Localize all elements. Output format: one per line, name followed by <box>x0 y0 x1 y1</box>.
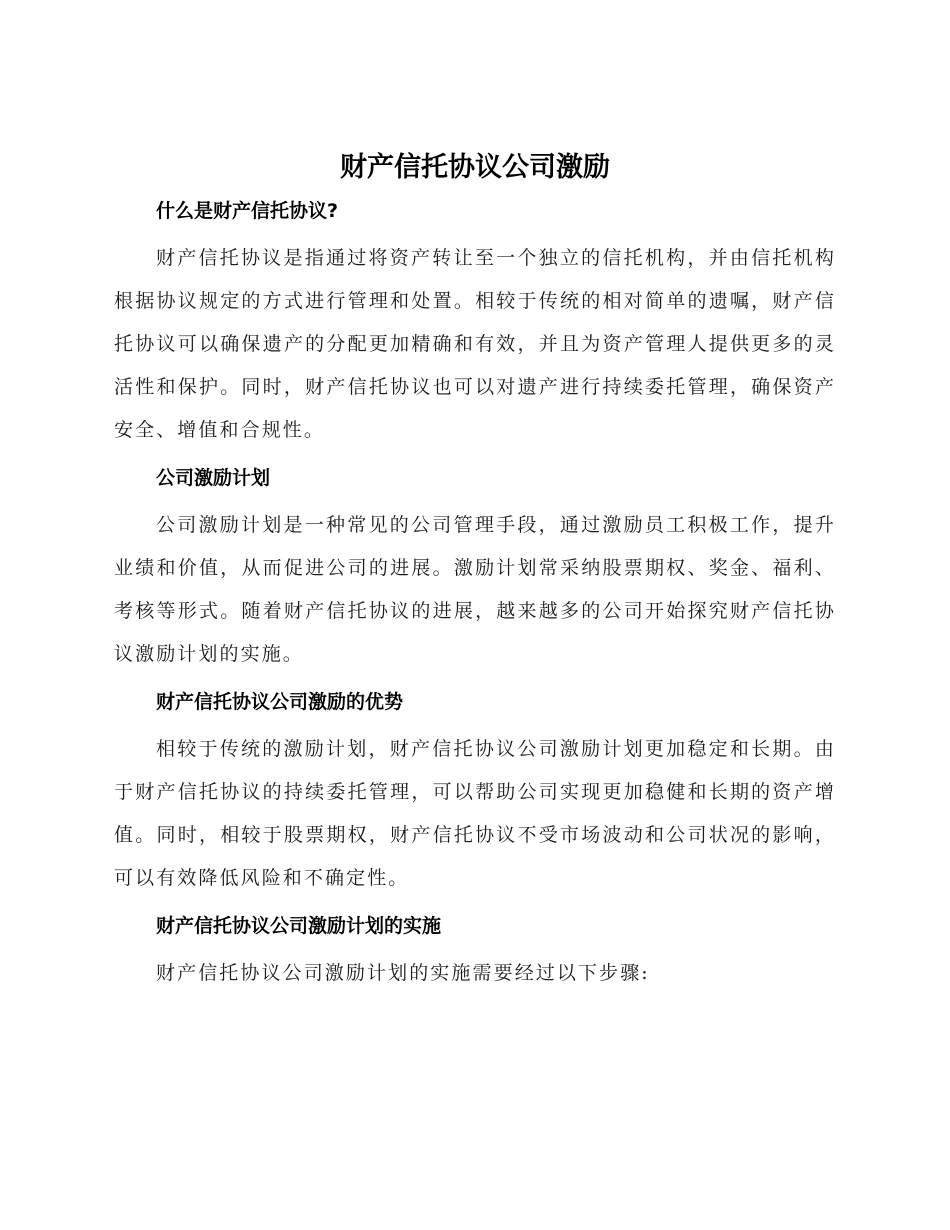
section-paragraph: 公司激励计划是一种常见的公司管理手段，通过激励员工积极工作，提升业绩和价值，从而促进公司的进展。激励计划常采纳股票期权、奖金、福利、考核等形式。随着财产信托协议的进展，越来越多的公司开始探究财产信托协议激励计划的实施。 <box>114 514 836 665</box>
section-advantages <box>114 682 836 900</box>
section-implementation <box>114 906 836 995</box>
section-paragraph: 财产信托协议是指通过将资产转让至一个独立的信托机构，并由信托机构根据协议规定的方式进行管理和处置。相较于传统的相对简单的遗嘱，财产信托协议可以确保遗产的分配更加精确和有效，并且为资产管理人提供更多的灵活性和保护。同时，财产信托协议也可以对遗产进行持续委托管理，确保资产安全、增值和合规性。 <box>114 247 836 441</box>
section-heading: 公司激励计划 <box>156 467 271 489</box>
section-paragraph: 财产信托协议公司激励计划的实施需要经过以下步骤: <box>156 962 650 984</box>
section-heading: 财产信托协议公司激励计划的实施 <box>156 915 442 937</box>
section-heading: 什么是财产信托协议? <box>156 200 339 222</box>
section-incentive-plan <box>114 458 836 676</box>
section-paragraph: 相较于传统的激励计划，财产信托协议公司激励计划更加稳定和长期。由于财产信托协议的持续委托管理，可以帮助公司实现更加稳健和长期的资产增值。同时，相较于股票期权，财产信托协议不受市场波动和公司状况的影响，可以有效降低风险和不确定性。 <box>114 738 836 889</box>
section-what-is-trust <box>114 191 836 452</box>
page-title: 财产信托协议公司激励 <box>340 152 610 183</box>
section-heading: 财产信托协议公司激励的优势 <box>156 691 404 713</box>
document-body <box>114 191 836 1001</box>
